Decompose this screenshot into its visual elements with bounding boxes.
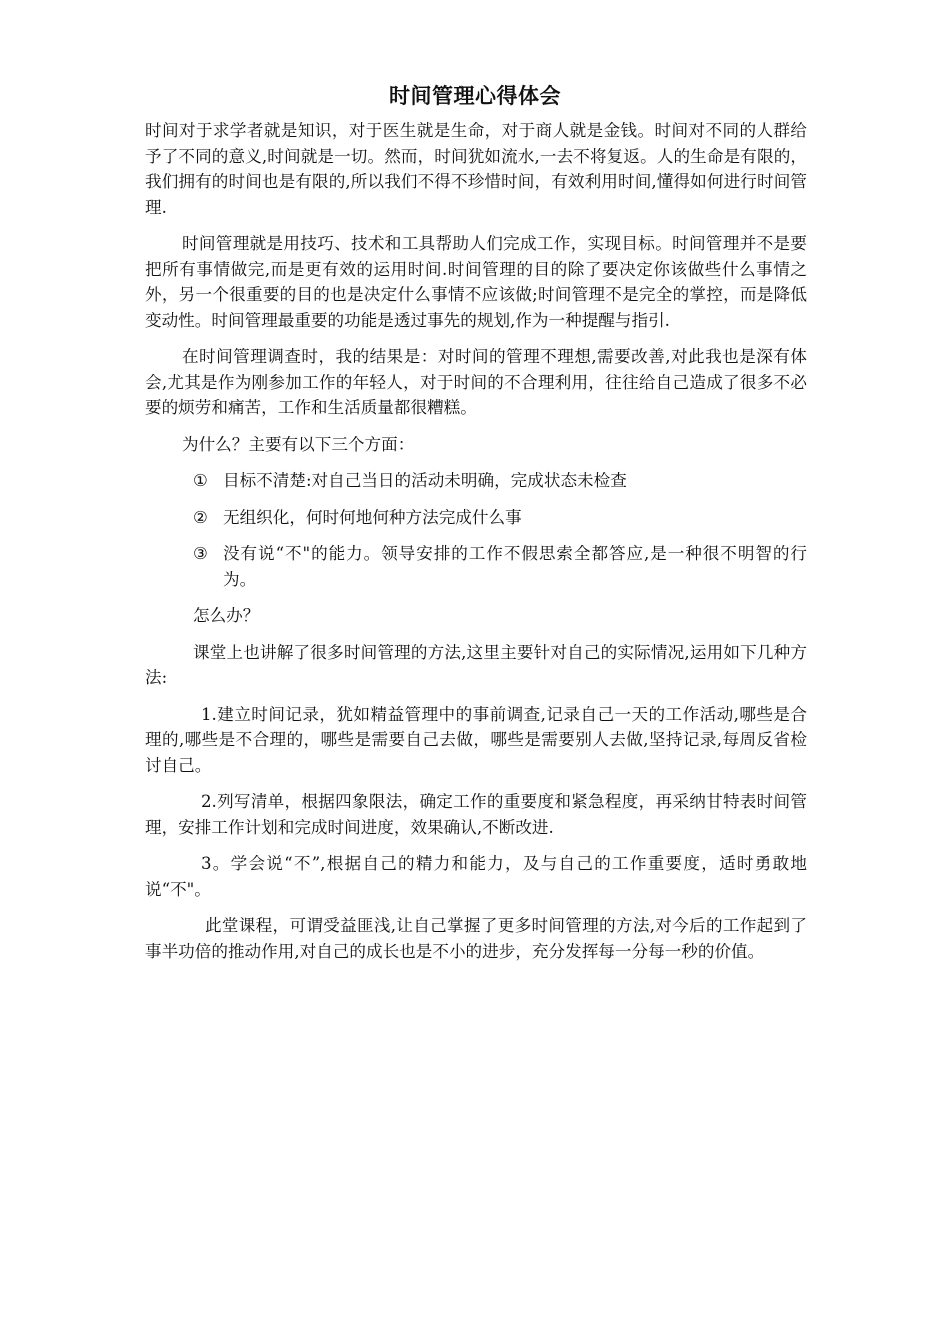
document-title: 时间管理心得体会	[389, 84, 561, 108]
document-body	[145, 118, 807, 975]
list-number: ①	[193, 471, 208, 490]
paragraph-method-2: 2.列写清单，根据四象限法，确定工作的重要度和紧急程度，再采纳甘特表时间管理，安排工作计划和完成时间进度，效果确认,不断改进.	[145, 792, 807, 837]
list-text: 无组织化，何时何地何种方法完成什么事	[223, 507, 522, 527]
paragraph-definition: 时间管理就是用技巧、技术和工具帮助人们完成工作，实现目标。时间管理并不是要把所有事情做完,而是更有效的运用时间.时间管理的目的除了要决定你该做些什么事情之外，另一个很重要的目的也是决定什么事情不应该做;时间管理不是完全的掌控，而是降低变动性。时间管理最重要的功能是透过事先的规划,作为一种提醒与指引.	[145, 234, 807, 330]
paragraph-intro: 时间对于求学者就是知识，对于医生就是生命，对于商人就是金钱。时间对不同的人群给予了不同的意义,时间就是一切。然而，时间犹如流水,一去不将复返。人的生命是有限的，我们拥有的时间也是有限的,所以我们不得不珍惜时间，有效利用时间,懂得如何进行时间管理.	[145, 121, 807, 217]
paragraph-why: 为什么？主要有以下三个方面：	[182, 434, 415, 454]
list-text: 目标不清楚:对自己当日的活动未明确，完成状态未检查	[223, 471, 627, 490]
list-number: ③	[193, 544, 208, 563]
paragraph-how-heading: 怎么办？	[193, 606, 260, 625]
paragraph-survey: 在时间管理调查时，我的结果是：对时间的管理不理想,需要改善,对此我也是深有体会,尤其是作为刚参加工作的年轻人，对于时间的不合理利用，往往给自己造成了很多不必要的烦劳和痛苦，工作和生活质量都很糟糕。	[145, 347, 807, 417]
list-number: ②	[193, 507, 208, 527]
paragraph-method-3: 3。学会说“不”,根据自己的精力和能力，及与自己的工作重要度，适时勇敢地说“不"。	[145, 854, 807, 899]
list-item-reason-2	[193, 505, 807, 531]
list-text: 没有说“不"的能力。领导安排的工作不假思索全都答应,是一种很不明智的行为。	[223, 544, 807, 589]
list-item-reason-3	[193, 541, 807, 592]
list-item-reason-1	[193, 468, 807, 494]
paragraph-method-1: 1.建立时间记录，犹如精益管理中的事前调查,记录自己一天的工作活动,哪些是合理的,哪些是不合理的，哪些是需要自己去做，哪些是需要别人去做,坚持记录,每周反省检讨自己。	[145, 704, 807, 775]
paragraph-methods-intro: 课堂上也讲解了很多时间管理的方法,这里主要针对自己的实际情况,运用如下几种方法:	[145, 642, 807, 687]
paragraph-conclusion: 此堂课程，可谓受益匪浅,让自己掌握了更多时间管理的方法,对今后的工作起到了事半功倍的推动作用,对自己的成长也是不小的进步，充分发挥每一分每一秒的价值。	[145, 916, 807, 961]
